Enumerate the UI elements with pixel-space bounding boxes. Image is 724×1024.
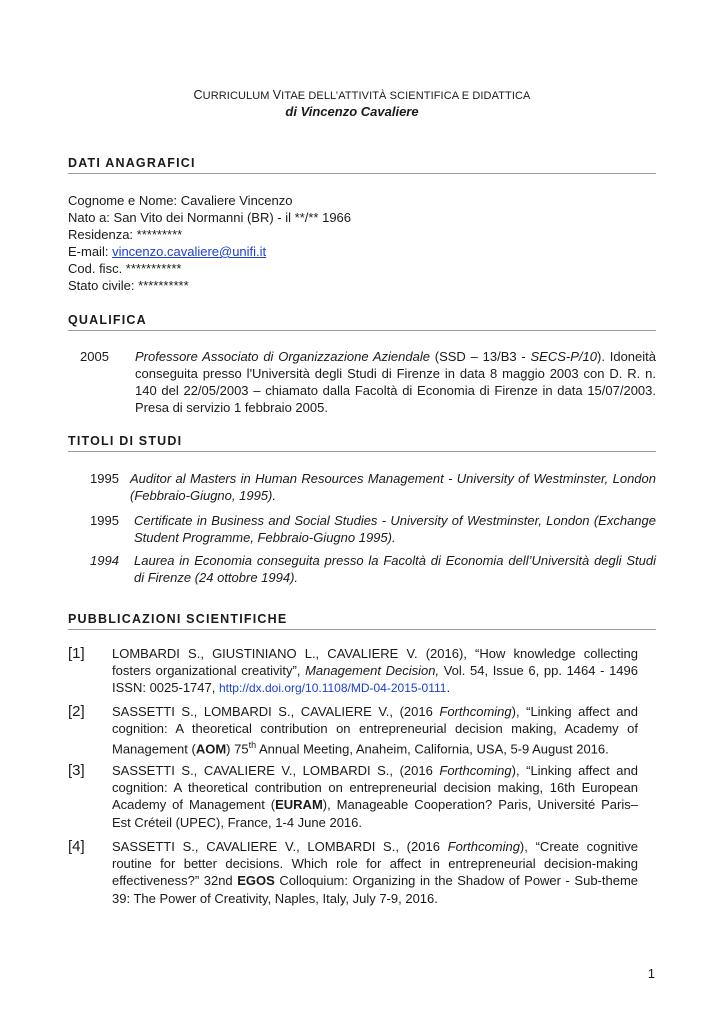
pub-details: ), Manageable Cooperation? Paris, Université Paris–Est Créteil (UPEC), France, 1-4 June 2016.: [112, 797, 638, 830]
pub-status: Forthcoming: [447, 839, 520, 854]
pub-authors: SASSETTI S., LOMBARDI S., CAVALIERE V., (2016: [112, 704, 440, 719]
civil-status-line: Stato civile: **********: [68, 278, 189, 293]
entry-year: 2005: [80, 349, 109, 364]
ssd-code: SECS-P/10: [530, 349, 597, 364]
entry-text: Laurea in Economia conseguita presso la Facoltà di Economia dell’Università degli Studi di Firenze (24 ottobre 1994).: [134, 553, 656, 585]
entry-year: 1994: [90, 553, 119, 568]
pub-end: .: [446, 680, 451, 696]
conference-acronym: EGOS: [237, 873, 275, 889]
pub-details: ), “Linking affect and cognition: A theoretical contribution on entrepreneurial decision making, Academy of Management (: [112, 704, 638, 757]
ssd-open: (SSD – 13/B3 -: [429, 349, 531, 364]
born-line: Nato a: San Vito dei Normanni (BR) - il **/** 1966: [68, 210, 352, 225]
pub-details: ) 75: [226, 741, 249, 757]
fiscal-code-line: Cod. fisc. ***********: [68, 261, 182, 276]
role-title: Professore Associato di Organizzazione Aziendale: [135, 349, 430, 364]
section-qualifica: [68, 313, 656, 331]
publication-number: [3]: [68, 762, 85, 779]
entry-year: 1995: [90, 513, 119, 528]
title-initial-c: C: [193, 88, 203, 102]
email-link[interactable]: vincenzo.cavaliere@unifi.it: [112, 244, 267, 259]
name-line: Cognome e Nome: Cavaliere Vincenzo: [68, 193, 293, 208]
section-dati-anagrafici: [68, 156, 656, 294]
ordinal-suffix: th: [248, 740, 257, 751]
page-number: 1: [647, 966, 655, 981]
qualifica-details: ). Idoneità conseguita presso l'Università degli Studi di Firenze in data 8 maggio 2003 con D. R. n. 140 del 22/05/2003 – chiamato dalla Facoltà di Economia di Firenze in data 15/07/2003. Presa di servizio 1 febbraio 2005.: [135, 349, 656, 415]
document-title: [0, 88, 724, 102]
pub-journal: Management Decision,: [305, 663, 440, 679]
publication-number: [4]: [68, 838, 85, 855]
pub-authors: LOMBARDI S., GIUSTINIANO L., CAVALIERE V. (2016), “How knowledge collecting fosters organizational creativity”,: [112, 646, 638, 679]
pub-authors: SASSETTI S., CAVALIERE V., LOMBARDI S., (2016: [112, 839, 448, 854]
section-pubblicazioni: [68, 612, 656, 630]
entry-year: 1995: [90, 471, 119, 486]
pub-details: Vol. 54, Issue 6, pp. 1464 - 1496 ISSN: 0025-1747,: [112, 663, 638, 696]
titolo-entry: [90, 512, 656, 546]
document-subtitle: di Vincenzo Cavaliere: [285, 104, 419, 119]
titolo-entry: [90, 470, 656, 504]
email-label: E-mail:: [68, 244, 113, 259]
publication-text: [112, 703, 638, 758]
title-part-2: ITAE DELL: [281, 90, 336, 102]
pub-details: ), “Create cognitive routine for better decisions. Which role for affect in entrepreneurial decision-making effectiveness?” 32nd: [112, 839, 638, 889]
entry-text: Auditor al Masters in Human Resources Management - University of Westminster, London (Febbraio-Giugno, 1995).: [130, 471, 656, 503]
email-line: [68, 243, 656, 260]
pub-details: Colloquium: Organizing in the Shadow of Power - Sub-theme 39: The Power of Creativity, Naples, Italy, July 7-9, 2016.: [112, 873, 639, 906]
pub-details: ), “Linking affect and cognition: A theoretical contribution on entrepreneurial decision making, 16th European Academy of Management (: [112, 763, 638, 813]
conference-acronym: EURAM: [275, 797, 323, 813]
title-part-3: ’ATTIVITÀ SCIENTIFICA E DIDATTICA: [335, 90, 531, 102]
section-heading: PUBBLICAZIONI SCIENTIFICHE: [68, 612, 656, 630]
publication-item: [68, 645, 638, 698]
publication-item: [68, 703, 638, 758]
publication-item: [68, 838, 638, 907]
publication-number: [2]: [68, 703, 85, 720]
title-initial-v: V: [272, 88, 282, 102]
publication-text: [112, 762, 638, 831]
pub-status: Forthcoming: [439, 763, 512, 778]
qualifica-entry: [80, 348, 656, 416]
title-part-1: URRICULUM: [202, 90, 273, 102]
pub-authors: SASSETTI S., CAVALIERE V., LOMBARDI S., (2016: [112, 763, 440, 778]
publication-text: [112, 838, 638, 907]
section-titoli-di-studi: [68, 434, 656, 452]
residence-line: Residenza: *********: [68, 227, 183, 242]
pub-status: Forthcoming: [439, 704, 512, 719]
pub-details: Annual Meeting, Anaheim, California, USA, 5-9 August 2016.: [256, 741, 609, 757]
publication-text: [112, 645, 638, 698]
titolo-entry: [90, 552, 656, 586]
conference-acronym: AOM: [195, 741, 227, 757]
publication-item: [68, 762, 638, 831]
entry-text: Certificate in Business and Social Studies - University of Westminster, London (Exchange Student Programme, Febbraio-Giugno 1995).: [134, 513, 656, 545]
entry-text: [135, 348, 656, 416]
publication-number: [1]: [68, 645, 85, 662]
section-heading: TITOLI DI STUDI: [68, 434, 656, 452]
doi-link[interactable]: http://dx.doi.org/10.1108/MD-04-2015-0111: [218, 681, 447, 696]
section-heading: DATI ANAGRAFICI: [68, 156, 656, 174]
section-heading: QUALIFICA: [68, 313, 656, 331]
